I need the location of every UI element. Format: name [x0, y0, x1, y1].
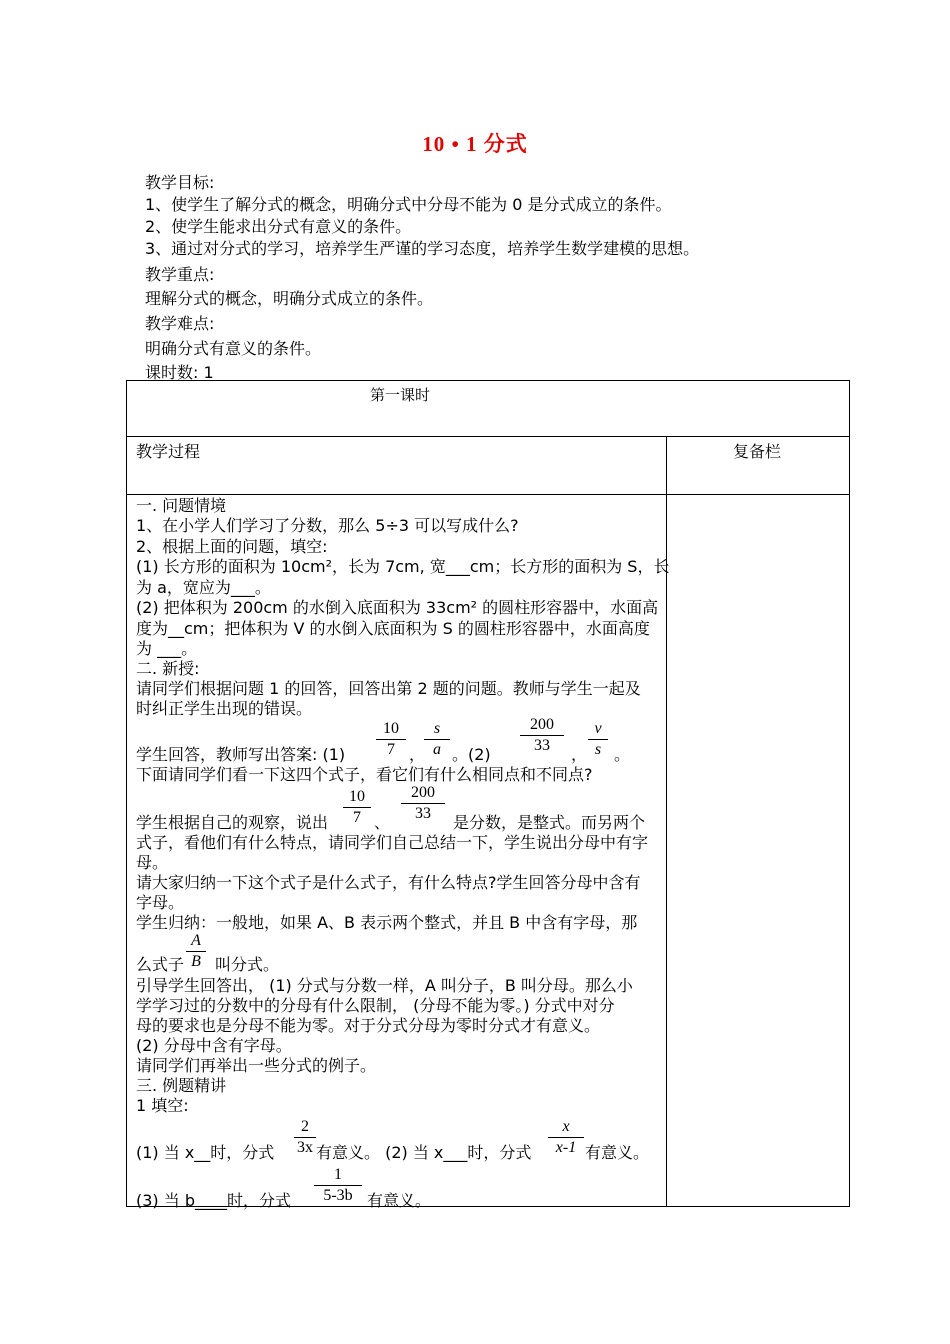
content-line: 为 a，宽应为___。: [136, 578, 271, 597]
fraction-bar: [520, 735, 564, 736]
content-line: 度为__cm；把体积为 V 的水倒入底面积为 S 的圆柱形容器中，水面高度: [136, 619, 650, 638]
content-line: 字母。: [136, 893, 185, 912]
fraction-denominator: a: [433, 741, 441, 758]
content-line: 1、在小学人们学习了分数，那么 5÷3 可以写成什么?: [136, 516, 519, 535]
content-line: 学学习过的分数中的分母有什么限制， (分母不能为零。) 分式中对分: [136, 996, 615, 1015]
content-line: (1) 长方形的面积为 10cm²，长为 7cm, 宽___cm；长方形的面积为 S，长: [136, 557, 670, 576]
content-line: 母的要求也是分母不能为零。对于分式分母为零时分式才有意义。: [136, 1016, 601, 1035]
fraction-A-B: [186, 932, 206, 971]
fraction-1-5-3b: [314, 1166, 362, 1205]
fraction-denominator: B: [191, 953, 201, 970]
difficulty-title: 教学难点:: [145, 314, 215, 333]
content-line: 式子，看他们有什么特点，请同学们自己总结一下，学生说出分母中有字: [136, 833, 649, 852]
difficulty-text: 明确分式有意义的条件。: [145, 339, 322, 358]
example-1-mid: 有意义。 (2) 当 x___时，分式: [316, 1143, 532, 1162]
goal-1: 1、使学生了解分式的概念，明确分式中分母不能为 0 是分式成立的条件。: [145, 195, 672, 214]
content-line: 学生归纳：一般地，如果 A、B 表示两个整式，并且 B 中含有字母，那: [136, 913, 638, 932]
goal-3: 3、通过对分式的学习，培养学生严谨的学习态度，培养学生数学建模的思想。: [145, 239, 700, 258]
content-line: (2) 把体积为 200cm 的水倒入底面积为 33cm² 的圆柱形容器中，水面高: [136, 598, 659, 617]
goal-2: 2、使学生能求出分式有意义的条件。: [145, 217, 412, 236]
fraction-v-s: [588, 720, 608, 759]
fraction-s-a: [424, 720, 450, 759]
fraction-numerator: 10: [383, 720, 399, 737]
fraction-numerator: A: [191, 932, 201, 949]
fraction-bar: [343, 807, 371, 808]
fraction-numerator: 200: [411, 784, 435, 801]
content-line: (2) 分母中含有字母。: [136, 1036, 292, 1055]
fraction-denominator: 7: [387, 741, 395, 758]
comma: ，: [571, 745, 588, 764]
fraction-denominator: s: [594, 741, 602, 758]
session-row: [127, 381, 849, 437]
session-label: 第一课时: [370, 386, 431, 404]
fraction-numerator: 10: [349, 788, 365, 805]
section-3-title: 三. 例题精讲: [136, 1076, 227, 1095]
fraction-bar: [294, 1137, 316, 1138]
content-line: 下面请同学们看一下这四个式子，看它们有什么相同点和不同点?: [136, 765, 593, 784]
comma: ，: [409, 745, 426, 764]
fraction-200-33: [520, 716, 564, 755]
fraction-numerator: v: [594, 720, 602, 737]
content-line: 引导学生回答出， (1) 分式与分数一样，A 叫分子，B 叫分母。那么小: [136, 976, 633, 995]
answer-line-prefix: 学生回答，教师写出答案: (1): [136, 745, 346, 764]
column-divider: [666, 437, 667, 1206]
fraction-x-x-1: [548, 1118, 584, 1157]
content-line: 请同学们根据问题 1 的回答，回答出第 2 题的问题。教师与学生一起及: [136, 679, 641, 698]
periods: 课时数: 1: [145, 363, 214, 382]
lesson-table: [126, 380, 850, 1207]
fraction-numerator: s: [433, 720, 441, 737]
fraction-10-7: [343, 788, 371, 827]
answer-line-mid: 。(2): [452, 745, 491, 764]
example-3-prefix: (3) 当 b____时，分式: [136, 1191, 291, 1210]
fraction-bar: [401, 803, 445, 804]
content-line: 为 ___。: [136, 639, 198, 658]
fraction-denominator: 33: [534, 737, 550, 754]
fraction-numerator: 2: [301, 1118, 309, 1135]
fraction-denominator: 5-3b: [323, 1187, 353, 1204]
goals-title: 教学目标:: [145, 173, 215, 192]
fraction-denominator: 3x: [297, 1139, 313, 1156]
fraction-bar: [424, 739, 450, 740]
section-1-title: 一. 问题情境: [136, 496, 227, 515]
header-row: [127, 437, 849, 495]
content-line: 时纠正学生出现的错误。: [136, 699, 313, 718]
fraction-10-7: [376, 720, 406, 759]
content-line: 请同学们再举出一些分式的例子。: [136, 1056, 377, 1075]
period: 。: [614, 745, 631, 764]
fraction-bar: [376, 739, 406, 740]
process-label: 教学过程: [136, 442, 201, 461]
fraction-bar: [186, 951, 206, 952]
fraction-denominator: 7: [353, 809, 361, 826]
fraction-bar: [314, 1185, 362, 1186]
fraction-denominator: 33: [415, 805, 431, 822]
content-line: 1 填空:: [136, 1096, 189, 1115]
example-3-suffix: 有意义。: [367, 1191, 432, 1210]
definition-prefix: 么式子: [136, 955, 185, 974]
content-line: 2、根据上面的问题，填空:: [136, 537, 328, 556]
fraction-numerator: 1: [334, 1166, 342, 1183]
fraction-200-33: [401, 784, 445, 823]
definition-suffix: 叫分式。: [215, 955, 280, 974]
fraction-bar: [548, 1137, 584, 1138]
page-title: 10 • 1 分式: [422, 132, 528, 156]
review-label: 复备栏: [733, 442, 782, 461]
section-2-title: 二. 新授:: [136, 659, 200, 678]
separator: 、: [374, 813, 391, 832]
key-text: 理解分式的概念，明确分式成立的条件。: [145, 289, 434, 308]
content-line: 请大家归纳一下这个式子是什么式子，有什么特点?学生回答分母中含有: [136, 873, 641, 892]
example-1-suffix: 有意义。: [585, 1143, 650, 1162]
content-line: 母。: [136, 853, 169, 872]
key-title: 教学重点:: [145, 265, 215, 284]
fraction-numerator: 200: [530, 716, 554, 733]
example-1-prefix: (1) 当 x__时，分式: [136, 1143, 275, 1162]
fraction-2-3x: [294, 1118, 316, 1157]
fraction-numerator: x: [562, 1118, 570, 1135]
observation-suffix: 是分数，是整式。而另两个: [453, 813, 646, 832]
fraction-denominator: x-1: [555, 1139, 577, 1156]
fraction-bar: [588, 739, 608, 740]
observation-prefix: 学生根据自己的观察，说出: [136, 813, 329, 832]
